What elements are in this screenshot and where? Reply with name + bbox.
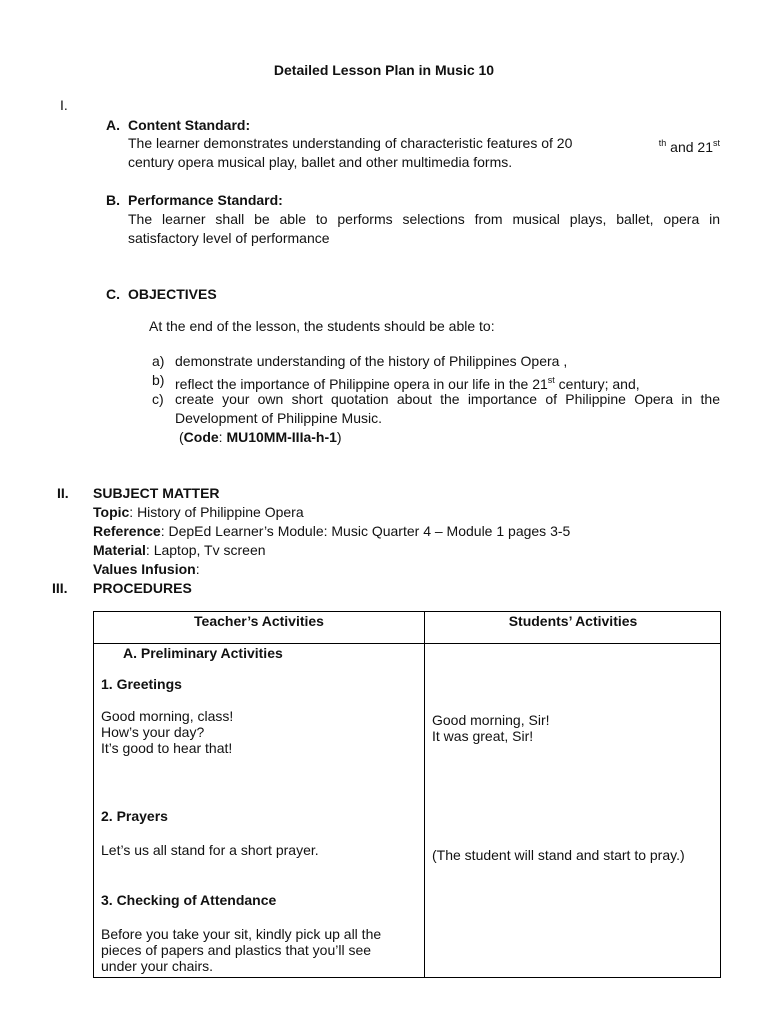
performance-standard-line-1: The learner shall be able to performs selections from musical plays, ballet, opera in: [128, 211, 720, 227]
objectives-letter: C.: [106, 286, 120, 302]
code-label: Code: [183, 429, 219, 445]
attendance-heading: 3. Checking of Attendance: [101, 892, 277, 908]
prayers-heading: 2. Prayers: [101, 808, 168, 824]
reference-value: : DepEd Learner’s Module: Music Quarter 4 – Module 1 pages 3-5: [160, 523, 571, 539]
attendance-teacher-line-3: under your chairs.: [101, 958, 214, 974]
code-value: MU10MM-IIIa-h-1: [226, 429, 337, 445]
values-infusion-line: [93, 560, 200, 579]
prayers-student-text: (The student will stand and start to pray.): [432, 847, 685, 863]
objectives-heading: OBJECTIVES: [128, 286, 217, 302]
subject-matter-heading: SUBJECT MATTER: [93, 485, 220, 501]
content-standard-20-sup: th: [658, 138, 667, 148]
topic-line: [93, 503, 304, 522]
content-standard-heading: Content Standard:: [128, 117, 251, 133]
content-standard-letter: A.: [106, 117, 120, 133]
preliminary-activities-heading: A. Preliminary Activities: [123, 645, 283, 661]
content-standard-line-2: century opera musical play, ballet and other multimedia forms.: [128, 154, 513, 170]
content-standard-text-mid: and 21: [666, 139, 713, 155]
reference-line: [93, 522, 570, 541]
topic-label: Topic: [93, 504, 130, 520]
procedures-table: [93, 611, 721, 978]
document-title: Detailed Lesson Plan in Music 10: [273, 62, 495, 78]
values-infusion-value: :: [195, 561, 200, 577]
greetings-student-line-2: It was great, Sir!: [432, 728, 534, 744]
section-1-numeral: I.: [60, 97, 68, 113]
material-line: [93, 541, 266, 560]
code-colon: :: [218, 429, 227, 445]
greetings-teacher-line-2: How’s your day?: [101, 724, 205, 740]
attendance-teacher-line-2: pieces of papers and plastics that you’ll see: [101, 942, 372, 958]
attendance-teacher-line-1: Before you take your sit, kindly pick up all the: [101, 926, 382, 942]
prayers-teacher-text: Let’s us all stand for a short prayer.: [101, 842, 319, 858]
students-activities-header: Students’ Activities: [508, 613, 638, 629]
material-label: Material: [93, 542, 146, 558]
objective-a-marker: a): [152, 353, 165, 369]
section-2-numeral: II.: [57, 485, 69, 501]
competency-code: [179, 428, 342, 447]
greetings-student-line-1: Good morning, Sir!: [432, 712, 550, 728]
objective-a-text: demonstrate understanding of the history of Philippines Opera ,: [175, 353, 568, 369]
objective-b-text-pre: reflect the importance of Philippine opera in our life in the 21: [175, 376, 548, 392]
procedures-heading: PROCEDURES: [93, 580, 192, 596]
objectives-intro: At the end of the lesson, the students should be able to:: [149, 318, 495, 334]
objective-b-marker: b): [152, 372, 165, 388]
table-column-divider: [424, 612, 425, 977]
reference-label: Reference: [93, 523, 161, 539]
content-standard-text-pre: The learner demonstrates understanding of characteristic features of 20: [128, 135, 573, 151]
greetings-teacher-line-1: Good morning, class!: [101, 708, 234, 724]
code-close-paren: ): [336, 429, 342, 445]
section-3-numeral: III.: [52, 580, 68, 596]
topic-value: : History of Philippine Opera: [129, 504, 304, 520]
greetings-teacher-line-3: It’s good to hear that!: [101, 740, 233, 756]
objective-c-marker: c): [152, 391, 164, 407]
performance-standard-letter: B.: [106, 192, 120, 208]
objective-c-line-1: create your own short quotation about the importance of Philippine Opera in the: [175, 391, 720, 407]
content-standard-21-sup: st: [712, 138, 720, 148]
values-infusion-label: Values Infusion: [93, 561, 196, 577]
material-value: : Laptop, Tv screen: [145, 542, 266, 558]
objective-b-text-post: century; and,: [554, 376, 640, 392]
greetings-heading: 1. Greetings: [101, 676, 182, 692]
objective-c-line-2: Development of Philippine Music.: [175, 410, 382, 426]
teacher-activities-header: Teacher’s Activities: [194, 613, 324, 629]
table-header-divider: [94, 643, 720, 644]
performance-standard-heading: Performance Standard:: [128, 192, 283, 208]
performance-standard-line-2: satisfactory level of performance: [128, 230, 330, 246]
objective-b-sup: st: [547, 375, 555, 385]
code-open-paren: (: [179, 429, 184, 445]
